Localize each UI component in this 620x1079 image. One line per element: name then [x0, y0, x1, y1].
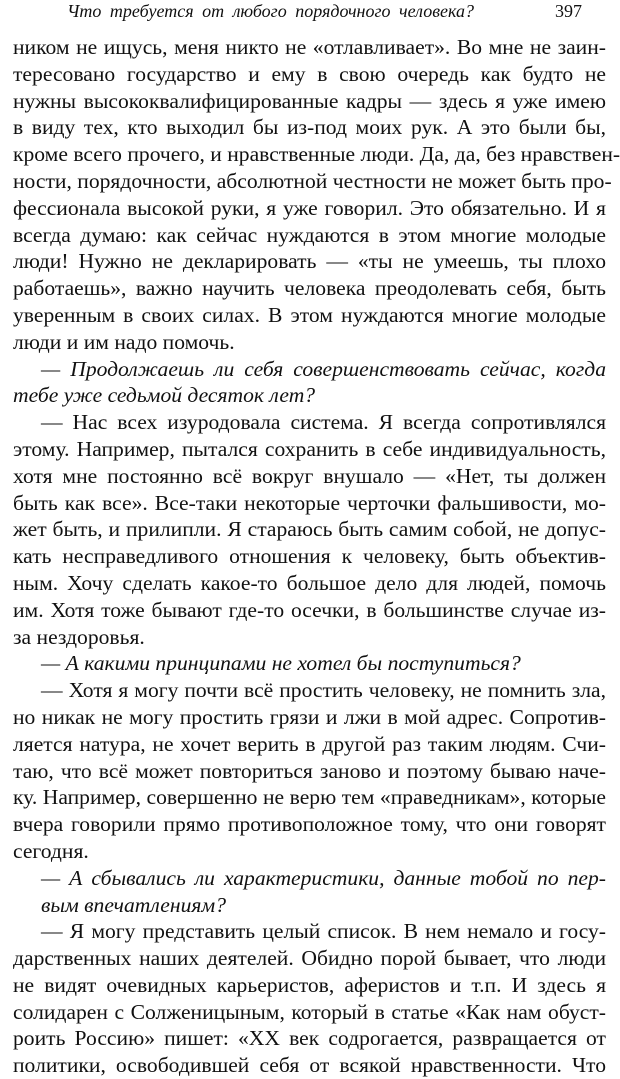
- text-line: фессионала высокой руки, я уже говорил. Это обязательно. И я: [13, 195, 606, 220]
- text-line: всегда думаю: как сейчас нуждаются в этом многие молодые: [13, 222, 606, 247]
- text-line: ником не ищусь, меня никто не «отлавливает». Во мне не заин-: [13, 35, 606, 59]
- text-line: этому. Например, пытался сохранить в себе индивидуальность,: [13, 436, 606, 461]
- text-line: люди и им надо помочь.: [13, 329, 235, 354]
- question-line: — Продолжаешь ли себя совершенствовать сейчас, когда: [41, 356, 606, 381]
- running-header: [13, 0, 606, 34]
- running-title: Что требуется от любого порядочного человека?: [67, 1, 474, 21]
- text-line: — Я могу представить целый список. В нем немало и госу-: [41, 919, 606, 944]
- text-line: ным. Хочу сделать какое-то большое дело для людей, помочь: [13, 570, 606, 595]
- text-line: дарственных наших деятелей. Обидно порой бывает, что люди: [13, 946, 606, 971]
- text-line: кроме всего прочего, и нравственные люди. Да, да, без нравствен-: [13, 142, 620, 167]
- page-number: 397: [555, 1, 582, 21]
- question-line: — А какими принципами не хотел бы поступиться?: [41, 651, 521, 676]
- text-line: тересовано государство и ему в свою очередь как будто не: [13, 61, 606, 86]
- text-line: в виду тех, кто выходил бы из-под моих рук. А это были бы,: [13, 115, 606, 140]
- text-line: за нездоровья.: [13, 624, 145, 649]
- text-line: — Хотя я могу почти всё простить человеку, не помнить зла,: [41, 678, 606, 703]
- text-line: работаешь», важно научить человека преодолевать себя, быть: [13, 276, 606, 301]
- text-line: роить Россию» пишет: «XX век содрогается, развращается от: [13, 1026, 606, 1051]
- text-line: быть как все». Все-таки некоторые черточки фальшивости, мо-: [13, 490, 606, 515]
- question-line: — А сбывались ли характеристики, данные тобой по пер-: [41, 865, 606, 890]
- text-line: нужны высококвалифицированные кадры — здесь я уже имею: [13, 88, 606, 113]
- text-line: люди! Нужно не декларировать — «ты не умеешь, ты плохо: [13, 249, 606, 274]
- text-line: жет быть, и прилипли. Я стараюсь быть самим собой, не допус-: [13, 517, 606, 542]
- question-line: вым впечатлениям?: [41, 892, 227, 917]
- text-line: таю, что всё может повториться заново и поэтому бываю наче-: [13, 758, 606, 783]
- text-line: уверенным в своих силах. В этом нуждаются многие молодые: [13, 302, 606, 327]
- text-line: кать несправедливого отношения к человеку, быть объектив-: [13, 544, 606, 569]
- text-line: им. Хотя тоже бывают где-то осечки, в большинстве случае из-: [13, 597, 606, 622]
- text-line: политики, освободившей себя от всякой нравственности. Что: [13, 1053, 606, 1078]
- text-line: ляется натура, не хочет верить в другой раз таким людям. Счи-: [13, 731, 606, 756]
- text-line: сегодня.: [13, 838, 89, 863]
- body-text: [13, 34, 620, 1079]
- text-line: солидарен с Солженицыным, который в статье «Как нам обуст-: [13, 999, 606, 1024]
- text-line: ку. Например, совершенно не верю тем «праведникам», которые: [13, 785, 606, 810]
- text-line: но никак не могу простить грязи и лжи в мой адрес. Сопротив-: [13, 704, 606, 729]
- text-line: хотя мне постоянно всё вокруг внушало — «Нет, ты должен: [13, 463, 606, 488]
- text-line: вчера говорили прямо противоположное тому, что они говорят: [13, 812, 606, 837]
- text-line: ности, порядочности, абсолютной честности не может быть про-: [13, 168, 612, 193]
- text-line: не видят очевидных карьеристов, аферистов и т.п. И здесь я: [13, 972, 606, 997]
- question-line: тебе уже седьмой десяток лет?: [13, 383, 316, 408]
- text-line: — Нас всех изуродовала система. Я всегда сопротивлялся: [41, 410, 606, 435]
